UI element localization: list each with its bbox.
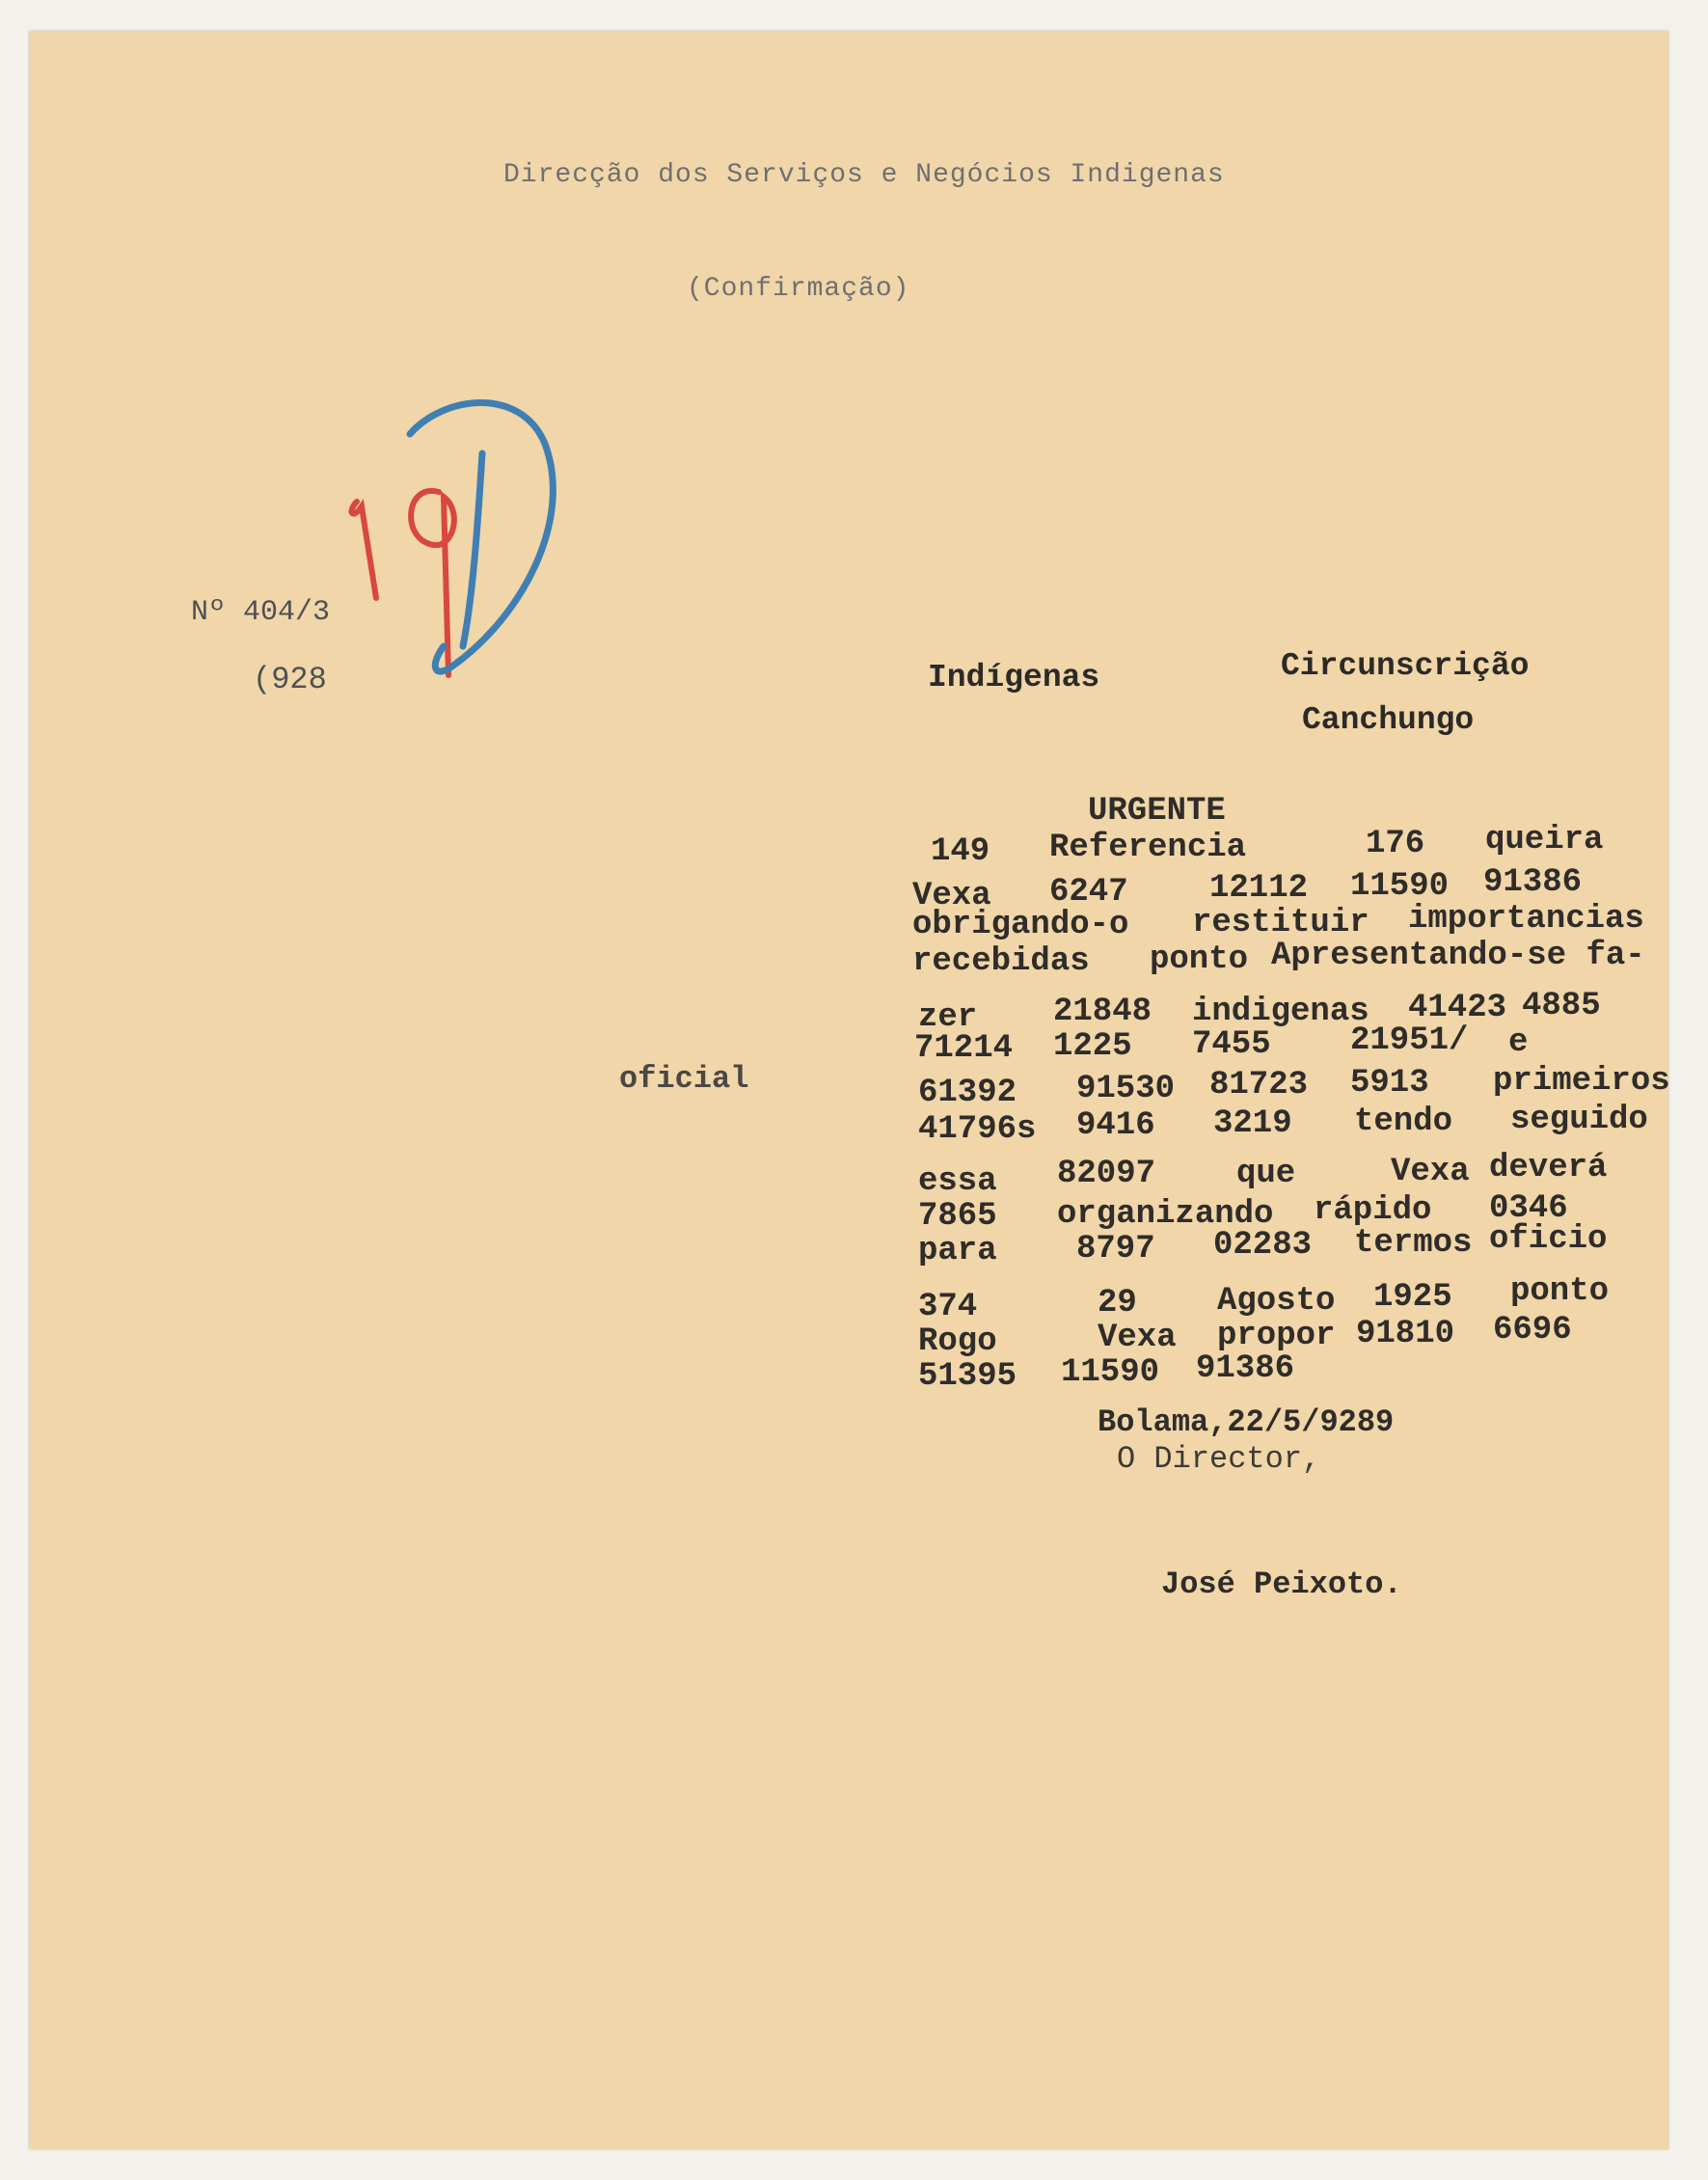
telegram-word: Vexa <box>912 878 991 914</box>
telegram-word: 29 <box>1098 1285 1137 1322</box>
telegram-word: tendo <box>1354 1104 1453 1140</box>
telegram-word: primeiros <box>1493 1063 1670 1100</box>
telegram-word: que <box>1236 1156 1296 1192</box>
telegram-word: 81723 <box>1209 1067 1309 1104</box>
telegram-word: 21951/ <box>1350 1022 1469 1059</box>
telegram-word: 71214 <box>914 1030 1014 1067</box>
reference-number: Nº 404/3 <box>191 596 331 629</box>
telegram-word: 11590 <box>1350 868 1450 905</box>
telegram-word: queira <box>1485 822 1604 858</box>
telegram-word: 7455 <box>1192 1026 1271 1063</box>
telegram-word: 82097 <box>1057 1156 1156 1192</box>
telegram-word: 3219 <box>1213 1105 1292 1142</box>
signatory-name: José Peixoto. <box>1161 1567 1402 1602</box>
telegram-word: 51395 <box>918 1358 1017 1395</box>
telegram-word: Referencia <box>1049 830 1247 866</box>
telegram-word: propor <box>1217 1318 1336 1354</box>
telegram-word: 41423 <box>1408 990 1507 1026</box>
telegram-word: 0346 <box>1489 1190 1568 1227</box>
telegram-word: 6247 <box>1049 874 1128 911</box>
telegram-word: 21848 <box>1053 994 1152 1030</box>
telegram-word: recebidas <box>912 943 1090 980</box>
telegram-word: 91386 <box>1196 1350 1295 1387</box>
telegram-word: restituir <box>1192 905 1369 941</box>
telegram-word: oficio <box>1489 1221 1608 1258</box>
pencil-annotation-mark <box>318 376 588 695</box>
telegram-word: 8797 <box>1076 1231 1155 1267</box>
telegram-word: Vexa <box>1098 1320 1177 1356</box>
address-location: Canchungo <box>1302 702 1475 738</box>
telegram-word: 61392 <box>918 1075 1017 1111</box>
telegram-word: indigenas <box>1192 994 1369 1030</box>
telegram-word: 91810 <box>1356 1316 1455 1352</box>
telegram-word: ponto <box>1510 1273 1610 1310</box>
telegram-word: seguido <box>1510 1102 1648 1138</box>
document-subtitle: (Confirmação) <box>687 274 910 304</box>
telegram-word: Apresentando-se fa- <box>1271 938 1645 974</box>
telegram-word: 374 <box>918 1289 978 1325</box>
telegram-word: 91386 <box>1483 864 1583 901</box>
telegram-word: deverá <box>1489 1150 1608 1186</box>
place-date: Bolama,22/5/9289 <box>1098 1404 1395 1440</box>
telegram-word: e <box>1508 1024 1529 1061</box>
telegram-word: Rogo <box>918 1323 997 1360</box>
urgent-label: URGENTE <box>1088 793 1226 830</box>
address-recipient: Indígenas <box>928 660 1100 695</box>
telegram-word: 1925 <box>1373 1279 1452 1316</box>
telegram-word: 7865 <box>918 1198 997 1235</box>
telegram-word: importancias <box>1408 901 1644 938</box>
telegram-word: rápido <box>1314 1192 1432 1229</box>
telegram-word: 5913 <box>1350 1065 1429 1102</box>
telegram-word: 91530 <box>1076 1071 1176 1107</box>
telegram-word: 12112 <box>1209 870 1309 907</box>
telegram-word: essa <box>918 1163 997 1200</box>
telegram-word: 176 <box>1366 826 1425 862</box>
telegram-word: zer <box>918 999 978 1036</box>
telegram-word: 4885 <box>1522 988 1601 1024</box>
telegram-word: 1225 <box>1053 1028 1132 1065</box>
telegram-word: 6696 <box>1493 1312 1572 1349</box>
reference-year: (928 <box>253 662 327 697</box>
telegram-word: organizando <box>1057 1196 1274 1233</box>
telegram-word: obrigando-o <box>912 907 1129 943</box>
telegram-word: 11590 <box>1061 1354 1160 1391</box>
telegram-word: termos <box>1354 1225 1473 1262</box>
telegram-word: ponto <box>1150 941 1249 978</box>
telegram-word: 149 <box>931 833 990 870</box>
telegram-word: 9416 <box>1076 1107 1155 1144</box>
telegram-word: Vexa <box>1391 1154 1470 1190</box>
telegram-word: 02283 <box>1213 1227 1313 1264</box>
document-title: Direcção dos Serviços e Negócios Indigenas <box>503 160 1225 190</box>
telegram-word: 41796s <box>918 1111 1037 1148</box>
address-circumscription: Circunscrição <box>1281 648 1530 684</box>
signatory-role: O Director, <box>1117 1441 1321 1477</box>
marginal-note: oficial <box>619 1061 749 1097</box>
telegram-word: Agosto <box>1217 1283 1336 1320</box>
telegram-word: para <box>918 1233 997 1269</box>
